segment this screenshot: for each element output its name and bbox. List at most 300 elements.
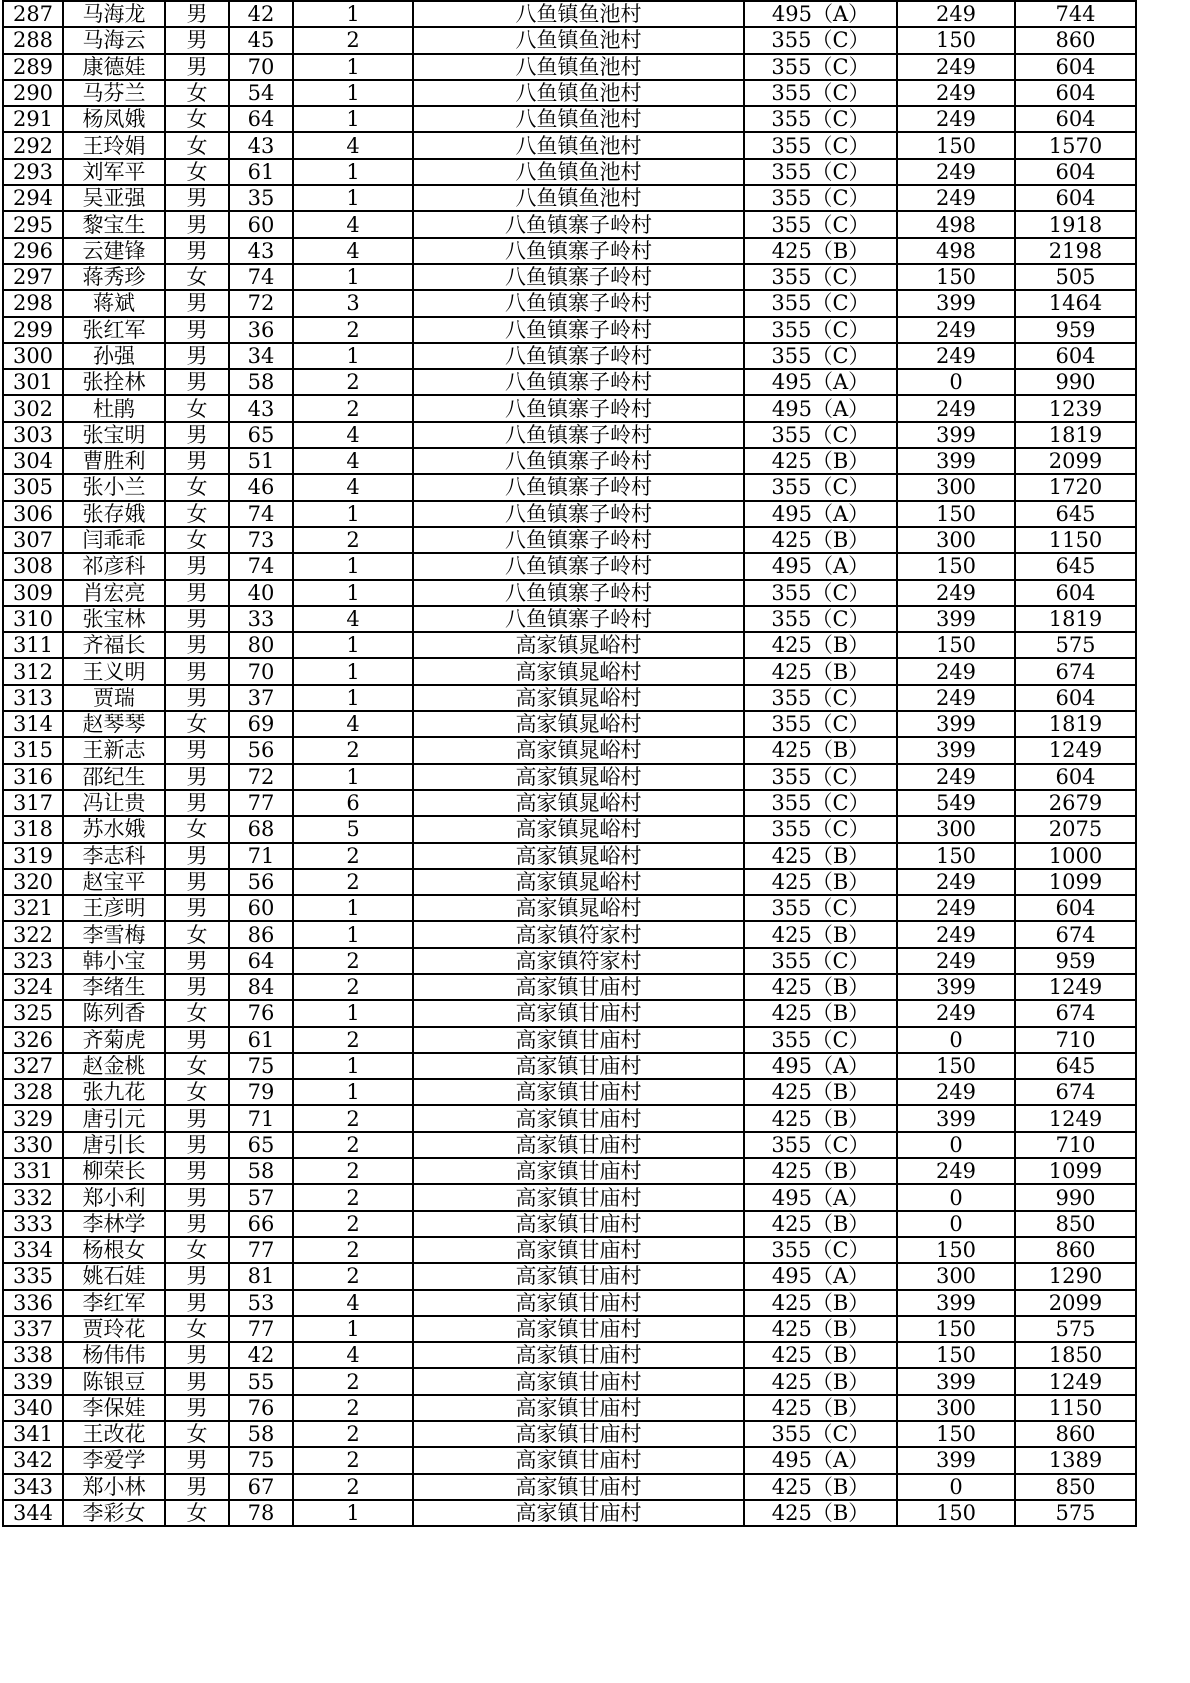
- row-number-cell: 296: [3, 238, 63, 264]
- table-row: [3, 764, 1136, 790]
- subsidy-cell: 150: [897, 1316, 1015, 1342]
- gender-cell: 男: [165, 843, 229, 869]
- subsidy-cell: 249: [897, 54, 1015, 80]
- subsidy-cell: 0: [897, 369, 1015, 395]
- table-row: [3, 1421, 1136, 1447]
- row-number-cell: 321: [3, 895, 63, 921]
- household-size-cell: 1: [293, 80, 413, 106]
- total-cell: 505: [1015, 264, 1136, 290]
- total-cell: 604: [1015, 54, 1136, 80]
- address-cell: 高家镇甘庙村: [413, 1263, 744, 1289]
- total-cell: 1464: [1015, 290, 1136, 316]
- gender-cell: 男: [165, 317, 229, 343]
- row-number-cell: 332: [3, 1184, 63, 1210]
- standard-cell: 425（B）: [744, 1211, 897, 1237]
- total-cell: 645: [1015, 1053, 1136, 1079]
- household-size-cell: 1: [293, 685, 413, 711]
- subsidy-cell: 150: [897, 1500, 1015, 1526]
- table-row: [3, 895, 1136, 921]
- subsidy-cell: 249: [897, 580, 1015, 606]
- name-cell: 赵琴琴: [63, 711, 165, 737]
- gender-cell: 男: [165, 1105, 229, 1131]
- name-cell: 云建锋: [63, 238, 165, 264]
- name-cell: 李绪生: [63, 974, 165, 1000]
- age-cell: 72: [229, 290, 293, 316]
- age-cell: 70: [229, 54, 293, 80]
- name-cell: 肖宏亮: [63, 580, 165, 606]
- household-size-cell: 4: [293, 474, 413, 500]
- table-row: [3, 711, 1136, 737]
- subsidy-cell: 399: [897, 1290, 1015, 1316]
- household-size-cell: 1: [293, 1, 413, 27]
- age-cell: 76: [229, 1395, 293, 1421]
- total-cell: 604: [1015, 80, 1136, 106]
- table-row: [3, 1316, 1136, 1342]
- table-row: [3, 238, 1136, 264]
- row-number-cell: 335: [3, 1263, 63, 1289]
- age-cell: 51: [229, 448, 293, 474]
- name-cell: 陈列香: [63, 1000, 165, 1026]
- name-cell: 赵宝平: [63, 869, 165, 895]
- table-row: [3, 1158, 1136, 1184]
- roster-body: [3, 1, 1136, 1526]
- subsidy-cell: 249: [897, 185, 1015, 211]
- gender-cell: 男: [165, 211, 229, 237]
- age-cell: 61: [229, 159, 293, 185]
- age-cell: 65: [229, 422, 293, 448]
- total-cell: 2679: [1015, 790, 1136, 816]
- row-number-cell: 303: [3, 422, 63, 448]
- age-cell: 35: [229, 185, 293, 211]
- name-cell: 苏水娥: [63, 816, 165, 842]
- address-cell: 八鱼镇鱼池村: [413, 1, 744, 27]
- total-cell: 604: [1015, 106, 1136, 132]
- table-row: [3, 737, 1136, 763]
- table-row: [3, 1290, 1136, 1316]
- address-cell: 高家镇甘庙村: [413, 1500, 744, 1526]
- household-size-cell: 4: [293, 448, 413, 474]
- gender-cell: 男: [165, 185, 229, 211]
- row-number-cell: 330: [3, 1132, 63, 1158]
- name-cell: 邵纪生: [63, 764, 165, 790]
- subsidy-cell: 249: [897, 1079, 1015, 1105]
- name-cell: 唐引元: [63, 1105, 165, 1131]
- table-row: [3, 474, 1136, 500]
- standard-cell: 355（C）: [744, 606, 897, 632]
- table-row: [3, 132, 1136, 158]
- household-size-cell: 1: [293, 580, 413, 606]
- address-cell: 八鱼镇寨子岭村: [413, 369, 744, 395]
- household-size-cell: 2: [293, 1027, 413, 1053]
- standard-cell: 425（B）: [744, 921, 897, 947]
- address-cell: 八鱼镇鱼池村: [413, 159, 744, 185]
- table-row: [3, 1211, 1136, 1237]
- table-row: [3, 974, 1136, 1000]
- name-cell: 杨伟伟: [63, 1342, 165, 1368]
- address-cell: 高家镇晁峪村: [413, 685, 744, 711]
- gender-cell: 男: [165, 1447, 229, 1473]
- table-row: [3, 527, 1136, 553]
- standard-cell: 425（B）: [744, 1500, 897, 1526]
- gender-cell: 男: [165, 1027, 229, 1053]
- table-row: [3, 264, 1136, 290]
- standard-cell: 495（A）: [744, 501, 897, 527]
- total-cell: 575: [1015, 1316, 1136, 1342]
- standard-cell: 425（B）: [744, 1395, 897, 1421]
- age-cell: 74: [229, 501, 293, 527]
- table-row: [3, 790, 1136, 816]
- address-cell: 高家镇甘庙村: [413, 1132, 744, 1158]
- name-cell: 王玲娟: [63, 132, 165, 158]
- total-cell: 2198: [1015, 238, 1136, 264]
- table-row: [3, 553, 1136, 579]
- subsidy-cell: 249: [897, 895, 1015, 921]
- row-number-cell: 288: [3, 27, 63, 53]
- standard-cell: 355（C）: [744, 159, 897, 185]
- age-cell: 73: [229, 527, 293, 553]
- household-size-cell: 2: [293, 1237, 413, 1263]
- table-row: [3, 343, 1136, 369]
- household-size-cell: 1: [293, 632, 413, 658]
- age-cell: 74: [229, 264, 293, 290]
- gender-cell: 女: [165, 1079, 229, 1105]
- household-size-cell: 2: [293, 1184, 413, 1210]
- household-size-cell: 1: [293, 895, 413, 921]
- total-cell: 710: [1015, 1027, 1136, 1053]
- age-cell: 45: [229, 27, 293, 53]
- age-cell: 71: [229, 843, 293, 869]
- subsidy-cell: 249: [897, 106, 1015, 132]
- subsidy-cell: 399: [897, 448, 1015, 474]
- total-cell: 1249: [1015, 1368, 1136, 1394]
- household-size-cell: 1: [293, 264, 413, 290]
- address-cell: 高家镇甘庙村: [413, 1290, 744, 1316]
- row-number-cell: 311: [3, 632, 63, 658]
- age-cell: 56: [229, 737, 293, 763]
- age-cell: 84: [229, 974, 293, 1000]
- age-cell: 70: [229, 658, 293, 684]
- address-cell: 高家镇晁峪村: [413, 895, 744, 921]
- total-cell: 674: [1015, 921, 1136, 947]
- name-cell: 黎宝生: [63, 211, 165, 237]
- row-number-cell: 324: [3, 974, 63, 1000]
- name-cell: 闫乖乖: [63, 527, 165, 553]
- gender-cell: 女: [165, 816, 229, 842]
- address-cell: 八鱼镇寨子岭村: [413, 317, 744, 343]
- gender-cell: 女: [165, 1000, 229, 1026]
- gender-cell: 男: [165, 1158, 229, 1184]
- subsidy-cell: 498: [897, 211, 1015, 237]
- row-number-cell: 312: [3, 658, 63, 684]
- standard-cell: 355（C）: [744, 895, 897, 921]
- age-cell: 72: [229, 764, 293, 790]
- subsidy-cell: 150: [897, 1237, 1015, 1263]
- name-cell: 马芬兰: [63, 80, 165, 106]
- row-number-cell: 300: [3, 343, 63, 369]
- total-cell: 604: [1015, 159, 1136, 185]
- household-size-cell: 1: [293, 658, 413, 684]
- address-cell: 高家镇甘庙村: [413, 1158, 744, 1184]
- standard-cell: 425（B）: [744, 1474, 897, 1500]
- table-row: [3, 54, 1136, 80]
- age-cell: 56: [229, 869, 293, 895]
- table-row: [3, 1263, 1136, 1289]
- row-number-cell: 298: [3, 290, 63, 316]
- total-cell: 604: [1015, 185, 1136, 211]
- row-number-cell: 334: [3, 1237, 63, 1263]
- name-cell: 杨凤娥: [63, 106, 165, 132]
- age-cell: 77: [229, 790, 293, 816]
- household-size-cell: 2: [293, 974, 413, 1000]
- age-cell: 66: [229, 1211, 293, 1237]
- gender-cell: 女: [165, 527, 229, 553]
- standard-cell: 495（A）: [744, 395, 897, 421]
- name-cell: 李彩女: [63, 1500, 165, 1526]
- standard-cell: 425（B）: [744, 869, 897, 895]
- age-cell: 60: [229, 895, 293, 921]
- address-cell: 高家镇甘庙村: [413, 1342, 744, 1368]
- gender-cell: 女: [165, 1421, 229, 1447]
- standard-cell: 495（A）: [744, 1184, 897, 1210]
- row-number-cell: 320: [3, 869, 63, 895]
- age-cell: 34: [229, 343, 293, 369]
- standard-cell: 355（C）: [744, 106, 897, 132]
- age-cell: 37: [229, 685, 293, 711]
- name-cell: 刘军平: [63, 159, 165, 185]
- standard-cell: 425（B）: [744, 974, 897, 1000]
- gender-cell: 女: [165, 395, 229, 421]
- standard-cell: 425（B）: [744, 737, 897, 763]
- household-size-cell: 2: [293, 948, 413, 974]
- subsidy-cell: 150: [897, 553, 1015, 579]
- address-cell: 高家镇甘庙村: [413, 1211, 744, 1237]
- subsidy-cell: 150: [897, 132, 1015, 158]
- subsidy-cell: 249: [897, 317, 1015, 343]
- gender-cell: 男: [165, 1342, 229, 1368]
- address-cell: 八鱼镇寨子岭村: [413, 211, 744, 237]
- subsidy-cell: 150: [897, 1342, 1015, 1368]
- gender-cell: 男: [165, 580, 229, 606]
- row-number-cell: 322: [3, 921, 63, 947]
- gender-cell: 男: [165, 1263, 229, 1289]
- total-cell: 2075: [1015, 816, 1136, 842]
- household-size-cell: 2: [293, 1421, 413, 1447]
- gender-cell: 女: [165, 501, 229, 527]
- gender-cell: 男: [165, 974, 229, 1000]
- total-cell: 575: [1015, 1500, 1136, 1526]
- name-cell: 郑小林: [63, 1474, 165, 1500]
- standard-cell: 425（B）: [744, 658, 897, 684]
- household-size-cell: 1: [293, 1079, 413, 1105]
- subsidy-cell: 249: [897, 869, 1015, 895]
- standard-cell: 355（C）: [744, 290, 897, 316]
- address-cell: 高家镇晁峪村: [413, 764, 744, 790]
- table-row: [3, 1500, 1136, 1526]
- gender-cell: 女: [165, 132, 229, 158]
- standard-cell: 425（B）: [744, 448, 897, 474]
- total-cell: 1239: [1015, 395, 1136, 421]
- household-size-cell: 4: [293, 606, 413, 632]
- row-number-cell: 306: [3, 501, 63, 527]
- row-number-cell: 328: [3, 1079, 63, 1105]
- row-number-cell: 313: [3, 685, 63, 711]
- household-size-cell: 1: [293, 921, 413, 947]
- gender-cell: 男: [165, 869, 229, 895]
- row-number-cell: 287: [3, 1, 63, 27]
- table-row: [3, 211, 1136, 237]
- standard-cell: 495（A）: [744, 1447, 897, 1473]
- age-cell: 36: [229, 317, 293, 343]
- household-size-cell: 5: [293, 816, 413, 842]
- subsidy-cell: 300: [897, 1263, 1015, 1289]
- age-cell: 65: [229, 1132, 293, 1158]
- address-cell: 八鱼镇寨子岭村: [413, 343, 744, 369]
- name-cell: 祁彦科: [63, 553, 165, 579]
- address-cell: 高家镇符家村: [413, 921, 744, 947]
- household-size-cell: 2: [293, 1158, 413, 1184]
- household-size-cell: 1: [293, 159, 413, 185]
- age-cell: 60: [229, 211, 293, 237]
- table-row: [3, 1053, 1136, 1079]
- gender-cell: 男: [165, 448, 229, 474]
- row-number-cell: 310: [3, 606, 63, 632]
- total-cell: 1000: [1015, 843, 1136, 869]
- row-number-cell: 297: [3, 264, 63, 290]
- standard-cell: 355（C）: [744, 343, 897, 369]
- subsidy-cell: 549: [897, 790, 1015, 816]
- subsidy-cell: 249: [897, 658, 1015, 684]
- gender-cell: 男: [165, 737, 229, 763]
- name-cell: 杨根女: [63, 1237, 165, 1263]
- subsidy-cell: 249: [897, 764, 1015, 790]
- household-size-cell: 1: [293, 764, 413, 790]
- household-size-cell: 4: [293, 1290, 413, 1316]
- gender-cell: 男: [165, 553, 229, 579]
- name-cell: 李雪梅: [63, 921, 165, 947]
- subsidy-cell: 249: [897, 1, 1015, 27]
- table-row: [3, 159, 1136, 185]
- address-cell: 高家镇甘庙村: [413, 1368, 744, 1394]
- total-cell: 1249: [1015, 1105, 1136, 1131]
- row-number-cell: 294: [3, 185, 63, 211]
- gender-cell: 男: [165, 369, 229, 395]
- gender-cell: 男: [165, 238, 229, 264]
- row-number-cell: 343: [3, 1474, 63, 1500]
- subsidy-cell: 150: [897, 632, 1015, 658]
- household-size-cell: 2: [293, 27, 413, 53]
- row-number-cell: 291: [3, 106, 63, 132]
- total-cell: 645: [1015, 553, 1136, 579]
- table-row: [3, 317, 1136, 343]
- standard-cell: 355（C）: [744, 685, 897, 711]
- address-cell: 八鱼镇寨子岭村: [413, 527, 744, 553]
- subsidy-cell: 498: [897, 238, 1015, 264]
- gender-cell: 男: [165, 632, 229, 658]
- row-number-cell: 305: [3, 474, 63, 500]
- table-row: [3, 1027, 1136, 1053]
- age-cell: 75: [229, 1447, 293, 1473]
- age-cell: 43: [229, 395, 293, 421]
- subsidy-cell: 249: [897, 948, 1015, 974]
- total-cell: 1819: [1015, 606, 1136, 632]
- address-cell: 八鱼镇寨子岭村: [413, 290, 744, 316]
- age-cell: 61: [229, 1027, 293, 1053]
- total-cell: 1290: [1015, 1263, 1136, 1289]
- standard-cell: 425（B）: [744, 843, 897, 869]
- subsidy-cell: 399: [897, 711, 1015, 737]
- household-size-cell: 4: [293, 211, 413, 237]
- row-number-cell: 338: [3, 1342, 63, 1368]
- table-row: [3, 948, 1136, 974]
- name-cell: 姚石娃: [63, 1263, 165, 1289]
- name-cell: 张存娥: [63, 501, 165, 527]
- table-row: [3, 816, 1136, 842]
- name-cell: 蒋秀珍: [63, 264, 165, 290]
- household-size-cell: 2: [293, 1474, 413, 1500]
- name-cell: 韩小宝: [63, 948, 165, 974]
- row-number-cell: 304: [3, 448, 63, 474]
- gender-cell: 男: [165, 1368, 229, 1394]
- household-size-cell: 2: [293, 1105, 413, 1131]
- household-size-cell: 2: [293, 843, 413, 869]
- total-cell: 850: [1015, 1211, 1136, 1237]
- age-cell: 74: [229, 553, 293, 579]
- total-cell: 604: [1015, 580, 1136, 606]
- subsidy-cell: 249: [897, 159, 1015, 185]
- subsidy-cell: 399: [897, 1105, 1015, 1131]
- table-row: [3, 685, 1136, 711]
- address-cell: 高家镇晁峪村: [413, 790, 744, 816]
- standard-cell: 355（C）: [744, 1421, 897, 1447]
- total-cell: 1150: [1015, 527, 1136, 553]
- household-size-cell: 2: [293, 1368, 413, 1394]
- name-cell: 李林学: [63, 1211, 165, 1237]
- address-cell: 八鱼镇寨子岭村: [413, 238, 744, 264]
- household-size-cell: 1: [293, 1000, 413, 1026]
- standard-cell: 355（C）: [744, 764, 897, 790]
- table-row: [3, 1237, 1136, 1263]
- standard-cell: 425（B）: [744, 1000, 897, 1026]
- subsidy-cell: 399: [897, 422, 1015, 448]
- subsidy-cell: 399: [897, 606, 1015, 632]
- gender-cell: 女: [165, 159, 229, 185]
- total-cell: 990: [1015, 369, 1136, 395]
- name-cell: 张宝林: [63, 606, 165, 632]
- standard-cell: 355（C）: [744, 1027, 897, 1053]
- gender-cell: 男: [165, 1, 229, 27]
- total-cell: 1150: [1015, 1395, 1136, 1421]
- household-size-cell: 2: [293, 1447, 413, 1473]
- name-cell: 曹胜利: [63, 448, 165, 474]
- address-cell: 八鱼镇寨子岭村: [413, 553, 744, 579]
- table-row: [3, 1447, 1136, 1473]
- total-cell: 1249: [1015, 974, 1136, 1000]
- subsidy-cell: 249: [897, 685, 1015, 711]
- address-cell: 高家镇甘庙村: [413, 1447, 744, 1473]
- standard-cell: 495（A）: [744, 553, 897, 579]
- standard-cell: 355（C）: [744, 317, 897, 343]
- table-row: [3, 1, 1136, 27]
- name-cell: 王改花: [63, 1421, 165, 1447]
- name-cell: 赵金桃: [63, 1053, 165, 1079]
- standard-cell: 425（B）: [744, 1105, 897, 1131]
- gender-cell: 女: [165, 106, 229, 132]
- total-cell: 674: [1015, 658, 1136, 684]
- gender-cell: 男: [165, 764, 229, 790]
- address-cell: 八鱼镇鱼池村: [413, 132, 744, 158]
- row-number-cell: 316: [3, 764, 63, 790]
- subsidy-cell: 0: [897, 1474, 1015, 1500]
